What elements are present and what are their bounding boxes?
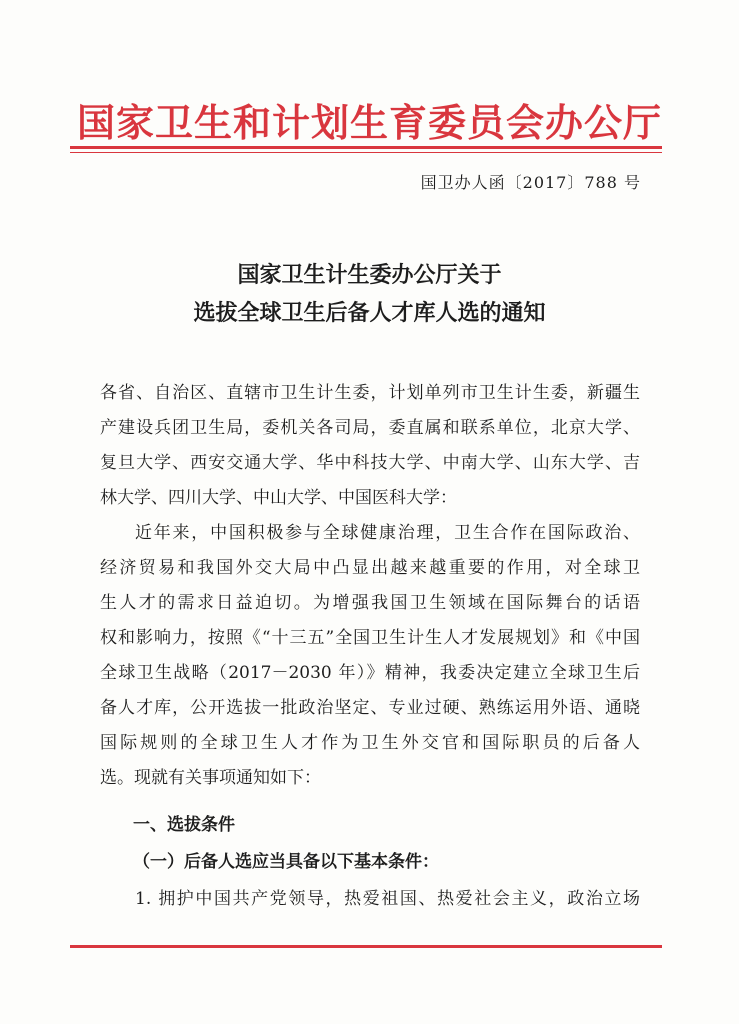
intro-line: 国际规则的全球卫生人才作为卫生外交官和国际职员的后备人 [100, 733, 640, 753]
letterhead-rule-thick [70, 146, 662, 149]
recipients-line: 各省、自治区、直辖市卫生计生委，计划单列市卫生计生委，新疆生 [100, 383, 640, 403]
letterhead-org-name: 国家卫生和计划生育委员会办公厅 [76, 101, 662, 145]
intro-line: 权和影响力，按照《“十三五”全国卫生计生人才发展规划》和《中国 [100, 628, 640, 648]
intro-line: 生人才的需求日益迫切。为增强我国卫生领域在国际舞台的话语 [100, 593, 640, 613]
recipients-line: 林大学、四川大学、中山大学、中国医科大学： [100, 488, 457, 508]
document-title-line-1: 国家卫生计生委办公厅关于 [237, 263, 502, 288]
document-title-line-2: 选拔全球卫生后备人才库人选的通知 [193, 301, 546, 326]
recipients-line: 复旦大学、西安交通大学、华中科技大学、中南大学、山东大学、吉 [100, 453, 640, 473]
letterhead-rule-thin [70, 152, 662, 153]
intro-line: 备人才库，公开选拔一批政治坚定、专业过硬、熟练运用外语、通晓 [100, 698, 640, 718]
intro-line: 全球卫生战略（2017－2030 年）》精神，我委决定建立全球卫生后 [100, 663, 640, 683]
intro-line: 近年来，中国积极参与全球健康治理，卫生合作在国际政治、 [135, 523, 640, 543]
section-heading: 一、选拔条件 [133, 815, 235, 835]
list-item: 1. 拥护中国共产党领导，热爱祖国、热爱社会主义，政治立场 [135, 889, 640, 909]
footer-rule [70, 945, 662, 948]
intro-line: 经济贸易和我国外交大局中凸显出越来越重要的作用，对全球卫 [100, 558, 640, 578]
document-number: 国卫办人函〔2017〕788 号 [420, 173, 641, 192]
intro-line: 选。现就有关事项通知如下： [100, 768, 321, 788]
recipients-line: 产建设兵团卫生局，委机关各司局，委直属和联系单位，北京大学、 [100, 418, 640, 438]
subsection-heading: （一）后备人选应当具备以下基本条件： [133, 852, 439, 872]
